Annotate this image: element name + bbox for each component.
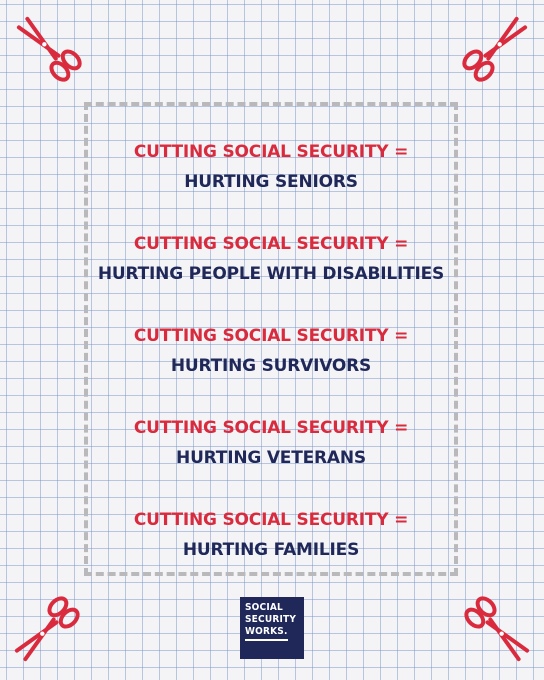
statement-block bbox=[134, 508, 408, 562]
statement-prefix: CUTTING SOCIAL SECURITY = bbox=[133, 510, 409, 530]
statement-list bbox=[84, 140, 458, 562]
statement-consequence: HURTING SURVIVORS bbox=[170, 356, 372, 376]
statement-block bbox=[134, 416, 408, 470]
logo-line: WORKS. bbox=[245, 626, 288, 641]
statement-consequence: HURTING SENIORS bbox=[184, 172, 358, 192]
scissors-icon bbox=[450, 6, 538, 94]
scissors-icon bbox=[4, 584, 92, 672]
statement-consequence: HURTING VETERANS bbox=[176, 448, 366, 468]
scissors-icon bbox=[6, 6, 94, 94]
statement-prefix: CUTTING SOCIAL SECURITY = bbox=[133, 326, 409, 346]
statement-prefix: CUTTING SOCIAL SECURITY = bbox=[133, 234, 409, 254]
statement-block bbox=[98, 232, 444, 286]
logo-line: SECURITY bbox=[245, 614, 297, 625]
scissors-icon bbox=[452, 584, 540, 672]
social-security-works-logo bbox=[240, 597, 304, 659]
statement-block bbox=[134, 324, 408, 378]
statement-consequence: HURTING PEOPLE WITH DISABILITIES bbox=[97, 264, 445, 284]
statement-prefix: CUTTING SOCIAL SECURITY = bbox=[133, 418, 409, 438]
statement-prefix: CUTTING SOCIAL SECURITY = bbox=[133, 142, 409, 162]
logo-line: SOCIAL bbox=[245, 602, 283, 613]
statement-consequence: HURTING FAMILIES bbox=[182, 540, 360, 560]
statement-block bbox=[134, 140, 408, 194]
